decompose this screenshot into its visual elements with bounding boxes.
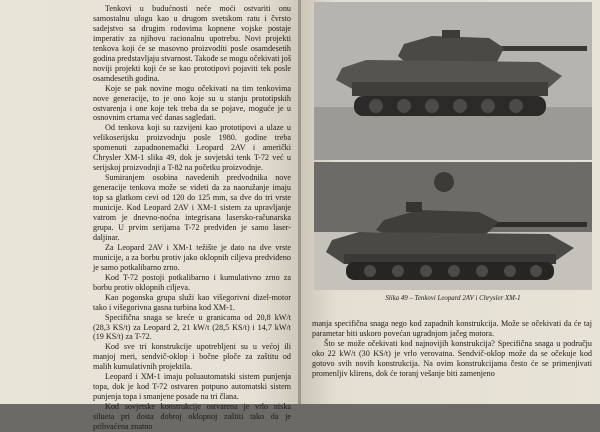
right-page <box>301 0 600 404</box>
paragraph: Sumiranjem osobina navedenih predvodnika nove generacije tenkova može se videti da za naoružanje imaju top sa glatkom cevi od 120 do 125 mm, sa dve do tri vrste municije. Kod Leopard 2AV i XM-1 sistem za upravljanje vatrom je dnevno-noćna integrisana lasersko-računarska grupa. U prvim serijama T-72 predviđen je samo laser-daljinar. <box>93 173 291 242</box>
paragraph: Specifična snaga se kreće u granicama od 20,8 kW/t (28,3 KS/t) za Leopard 2, 21 kW/t (28,5 KS/t) i 14,7 kW/t (19 KS/t) za T-72. <box>93 312 291 342</box>
paragraph: Kod sovjetske konstrukcije ostvarena je vrlo niska silueta pri dosta dobroj oklopnoj zaštiti tako da je prihvaćena znatno <box>93 402 291 432</box>
chrysler-xm1-photo <box>314 162 592 290</box>
paragraph: Kod T-72 postoji potkalibarno i kumulativno zrno za borbu protiv oklopnih ciljeva. <box>93 272 291 292</box>
paragraph: Kao pogonska grupa služi kao višegorivni dizel-motor tako i višegorivna gasna turbina kod XM-1. <box>93 292 291 312</box>
leopard-2av-tank-illustration <box>314 2 592 160</box>
paragraph: Kod sve tri konstrukcije upotrebljeni su u većoj ili manjoj meri, sendvič-oklop i bočne ploče za zaštitu od malih kumulativnih projektila. <box>93 342 291 372</box>
paragraph: Tenkovi u budućnosti neće moći ostvariti onu samostalnu ulogu kao u drugom svetskom ratu i čvrsto sadejstvo sa drugim rodovima kopnene vojske postaje imperativ za njihovu racionalnu upotrebu. Novi projekti tenkova koji će se masovno proizvoditi posle osamdesetih godina predstavljaju stvarnost. Takođe se mogu očekivati još noviji projekti koji će se kao prototipovi pojaviti tek posle osamdesetih godina. <box>93 4 291 83</box>
paragraph: manja specifična snaga nego kod zapadnih konstrukcija. Može se očekivati da će taj parametar biti uskoro povećan ugradnjom jačeg motora. <box>312 319 592 338</box>
paragraph: Od tenkova koji su razvijeni kao prototipovi a ulaze u velikoserijsku proizvodnju posle 1980. godine treba spomenuti zapadnonemački Leopard 2AV i američki Chrysler XM-1 slika 49, dok je sovjetski tenk T-72 već u serijskoj proizvodnji a T-82 na početku proizvodnje. <box>93 123 291 173</box>
paragraph: Za Leopard 2AV i XM-1 težište je dato na dve vrste municije, a za borbu protiv jako oklopnih ciljeva predviđeno je samo potkalibarno zrno. <box>93 242 291 272</box>
leopard-2av-photo <box>314 2 592 160</box>
right-text-column <box>312 319 592 379</box>
chrysler-xm1-tank-illustration <box>314 162 592 290</box>
paragraph: Što se može očekivati kod najnovijih konstrukcija? Specifična snaga u području oko 22 kW/t (30 KS/t) je vrlo verovatna. Sendvič-oklop može da se očekuje kod gotovo svih novih konstrukcija. Na ovim konstrukcijama često će se primenjivati promenljiv klirens, dok će toranj vešanje biti zamenjeno <box>312 338 592 378</box>
paragraph: Leopard i XM-1 imaju poluautomatski sistem punjenja topa, dok je kod T-72 ostvaren potpuno automatski sistem punjenja topa i smanjene posade na tri člana. <box>93 372 291 402</box>
left-text-column <box>93 4 291 432</box>
left-page <box>0 0 299 432</box>
figure-caption: Slika 49 – Tenkovi Leopard 2AV i Chrysler XM-1 <box>385 295 521 302</box>
paragraph: Koje se pak novine mogu očekivati na tim tenkovima nove generacije, to je ono koje su u stanju prototipskih ostvarenja i one koje tek treba da se pojave, moguće je u osnovnim crtama već danas sagledati. <box>93 83 291 123</box>
